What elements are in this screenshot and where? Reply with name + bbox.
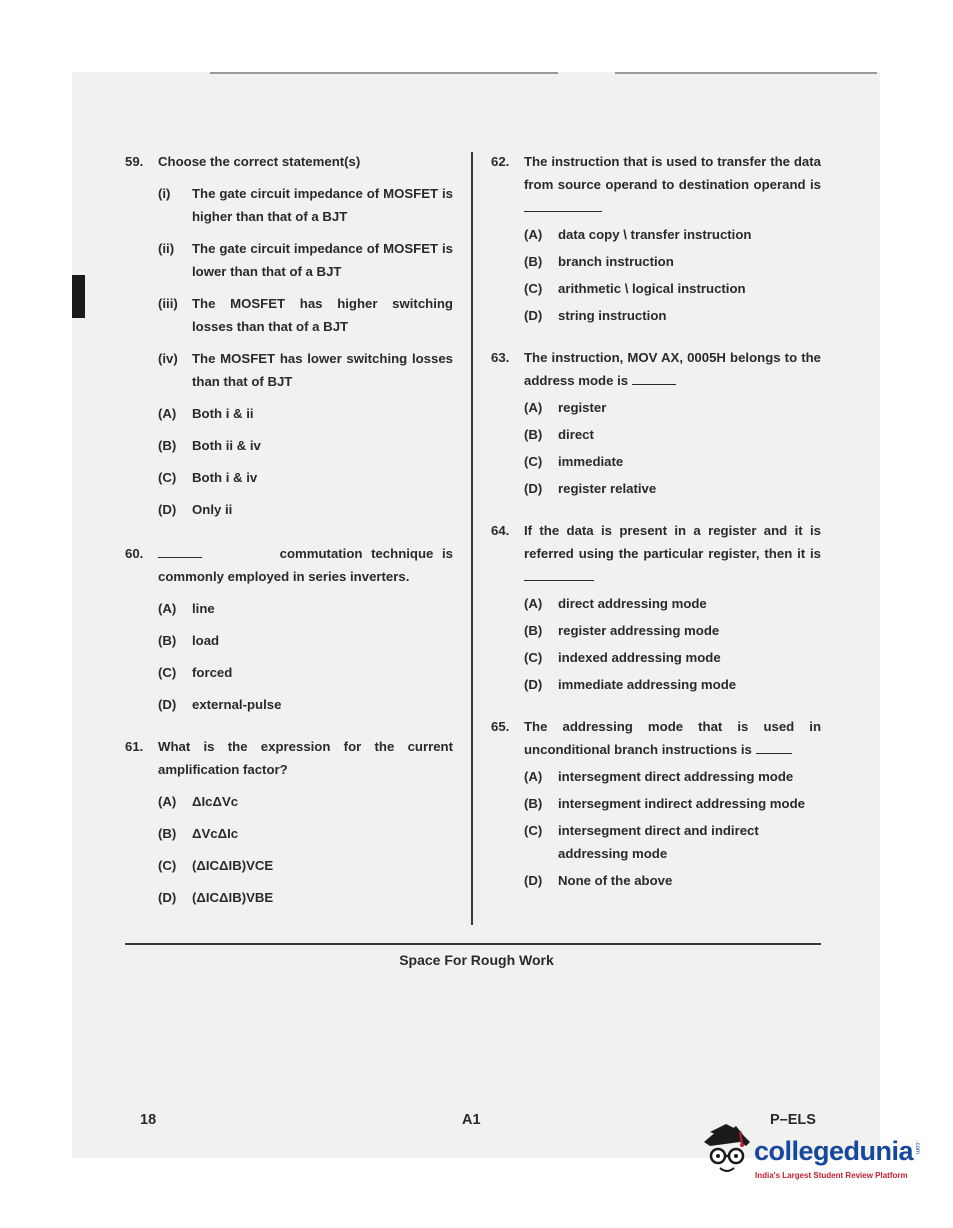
option-label: (D) [158, 697, 177, 712]
answer-option [524, 619, 821, 642]
question-60 [125, 542, 453, 716]
rough-work-label: Space For Rough Work [399, 952, 554, 968]
paper-code: P–ELS [770, 1112, 816, 1128]
student-mascot-icon [696, 1120, 756, 1192]
option-label: (D) [524, 677, 543, 692]
statement-text: The MOSFET has lower switching losses than that of BJT [192, 351, 453, 389]
statement-label: (ii) [158, 241, 175, 256]
answer-option [158, 790, 453, 813]
option-text: (ΔICΔIB)VBE [192, 890, 274, 905]
answer-option [158, 597, 453, 620]
option-text: data copy \ transfer instruction [558, 227, 752, 242]
booklet-code: A1 [462, 1112, 481, 1128]
answer-option [524, 673, 821, 696]
option-text: (ΔICΔIB)VCE [192, 858, 274, 873]
question-65 [491, 715, 821, 892]
answer-option [524, 592, 821, 615]
option-text: Both i & ii [192, 406, 254, 421]
question-text: The addressing mode that is used in unconditional branch instructions is [524, 719, 821, 757]
statement-label: (iii) [158, 296, 178, 311]
option-text: arithmetic \ logical instruction [558, 281, 746, 296]
option-label: (A) [158, 601, 177, 616]
answer-option [524, 304, 821, 327]
answer-option [524, 765, 821, 788]
statement-text: The gate circuit impedance of MOSFET is higher than that of a BJT [192, 186, 453, 224]
option-text: register relative [558, 481, 657, 496]
statement-text: The MOSFET has higher switching losses than that of a BJT [192, 296, 453, 334]
page-number: 18 [140, 1112, 157, 1128]
question-text-wrap [524, 715, 821, 761]
top-rule [615, 72, 877, 74]
answer-option [524, 477, 821, 500]
question-number: 60. [125, 546, 144, 561]
question-63 [491, 346, 821, 500]
statement-item [158, 347, 453, 393]
answer-option [158, 693, 453, 716]
registration-mark [72, 275, 85, 318]
option-label: (D) [524, 481, 543, 496]
option-label: (A) [524, 400, 543, 415]
answer-option [158, 661, 453, 684]
question-number: 61. [125, 739, 144, 754]
question-number: 65. [491, 719, 510, 734]
answer-option [524, 646, 821, 669]
option-label: (A) [524, 227, 543, 242]
option-label: (B) [524, 254, 543, 269]
option-label: (B) [524, 796, 543, 811]
option-label: (C) [524, 454, 543, 469]
question-text: If the data is present in a register and it is referred using the particular register, then it is [524, 523, 821, 561]
option-text: Both i & iv [192, 470, 258, 485]
column-divider [471, 152, 473, 925]
option-label: (C) [524, 281, 543, 296]
answer-blank [524, 568, 594, 581]
answer-blank [524, 199, 602, 212]
answer-option [158, 886, 453, 909]
option-text: immediate addressing mode [558, 677, 737, 692]
option-label: (C) [524, 650, 543, 665]
question-number: 64. [491, 523, 510, 538]
answer-blank [158, 545, 202, 558]
option-text: intersegment direct addressing mode [558, 769, 794, 784]
statement-item [158, 292, 453, 338]
question-62 [491, 150, 821, 327]
question-text-wrap [524, 346, 821, 392]
question-61 [125, 735, 453, 909]
option-text: direct [558, 427, 594, 442]
option-label: (B) [158, 633, 177, 648]
left-column [125, 150, 453, 909]
option-text: forced [192, 665, 233, 680]
question-text: The instruction, MOV AX, 0005H belongs to the address mode is [524, 350, 821, 388]
question-text-tail: commutation technique is commonly employed in series inverters. [158, 546, 453, 584]
option-label: (B) [524, 623, 543, 638]
option-text: line [192, 601, 215, 616]
statement-label: (iv) [158, 351, 178, 366]
option-label: (B) [524, 427, 543, 442]
option-label: (D) [524, 308, 543, 323]
option-text: ΔIcΔVc [192, 794, 239, 809]
rough-work-divider [125, 943, 821, 945]
answer-option [524, 792, 821, 815]
option-label: (C) [524, 823, 543, 838]
statement-label: (i) [158, 186, 171, 201]
question-text: The instruction that is used to transfer the data from source operand to destination operand is [524, 154, 821, 192]
statement-text: The gate circuit impedance of MOSFET is lower than that of a BJT [192, 241, 453, 279]
option-text: direct addressing mode [558, 596, 707, 611]
option-text: branch instruction [558, 254, 674, 269]
option-text: None of the above [558, 873, 673, 888]
answer-option [524, 396, 821, 419]
collegedunia-logo [696, 1120, 924, 1192]
question-text [158, 542, 453, 588]
option-label: (C) [158, 665, 177, 680]
logo-tagline: India's Largest Student Review Platform [755, 1171, 908, 1180]
answer-option [158, 466, 453, 489]
option-text: string instruction [558, 308, 667, 323]
answer-option [158, 498, 453, 521]
answer-option [524, 277, 821, 300]
option-label: (D) [158, 502, 177, 517]
answer-option [524, 250, 821, 273]
option-label: (A) [524, 769, 543, 784]
question-64 [491, 519, 821, 696]
option-label: (A) [158, 794, 177, 809]
answer-option [158, 629, 453, 652]
option-text: ΔVcΔIc [192, 826, 239, 841]
answer-blank [756, 741, 792, 754]
question-text: Choose the correct statement(s) [158, 154, 361, 169]
option-label: (B) [158, 826, 177, 841]
answer-option [158, 854, 453, 877]
option-label: (D) [524, 873, 543, 888]
top-rule [210, 72, 558, 74]
answer-option [524, 423, 821, 446]
logo-brand: collegedunia [754, 1136, 914, 1166]
option-label: (C) [158, 470, 177, 485]
option-label: (D) [158, 890, 177, 905]
option-label: (A) [524, 596, 543, 611]
answer-option [158, 402, 453, 425]
option-text: Only ii [192, 502, 233, 517]
question-59 [125, 150, 453, 521]
option-label: (B) [158, 438, 177, 453]
question-text: What is the expression for the current amplification factor? [158, 739, 453, 777]
question-number: 63. [491, 350, 510, 365]
question-number: 62. [491, 154, 510, 169]
answer-option [524, 450, 821, 473]
option-text: immediate [558, 454, 624, 469]
option-text: register addressing mode [558, 623, 720, 638]
option-text: intersegment direct and indirect addressing mode [558, 823, 759, 861]
answer-blank [632, 372, 676, 385]
option-text: indexed addressing mode [558, 650, 721, 665]
answer-option [524, 819, 821, 865]
question-text-wrap [524, 519, 821, 588]
answer-option [158, 822, 453, 845]
option-text: intersegment indirect addressing mode [558, 796, 805, 811]
option-text: Both ii & iv [192, 438, 261, 453]
right-column [491, 150, 821, 892]
option-text: register [558, 400, 607, 415]
statement-item [158, 182, 453, 228]
answer-option [524, 869, 821, 892]
logo-domain: .com [914, 1141, 920, 1155]
answer-option [158, 434, 453, 457]
statement-item [158, 237, 453, 283]
question-text-wrap [524, 150, 821, 219]
option-text: load [192, 633, 220, 648]
answer-option [524, 223, 821, 246]
option-label: (A) [158, 406, 177, 421]
option-label: (C) [158, 858, 177, 873]
option-text: external-pulse [192, 697, 282, 712]
question-number: 59. [125, 154, 144, 169]
